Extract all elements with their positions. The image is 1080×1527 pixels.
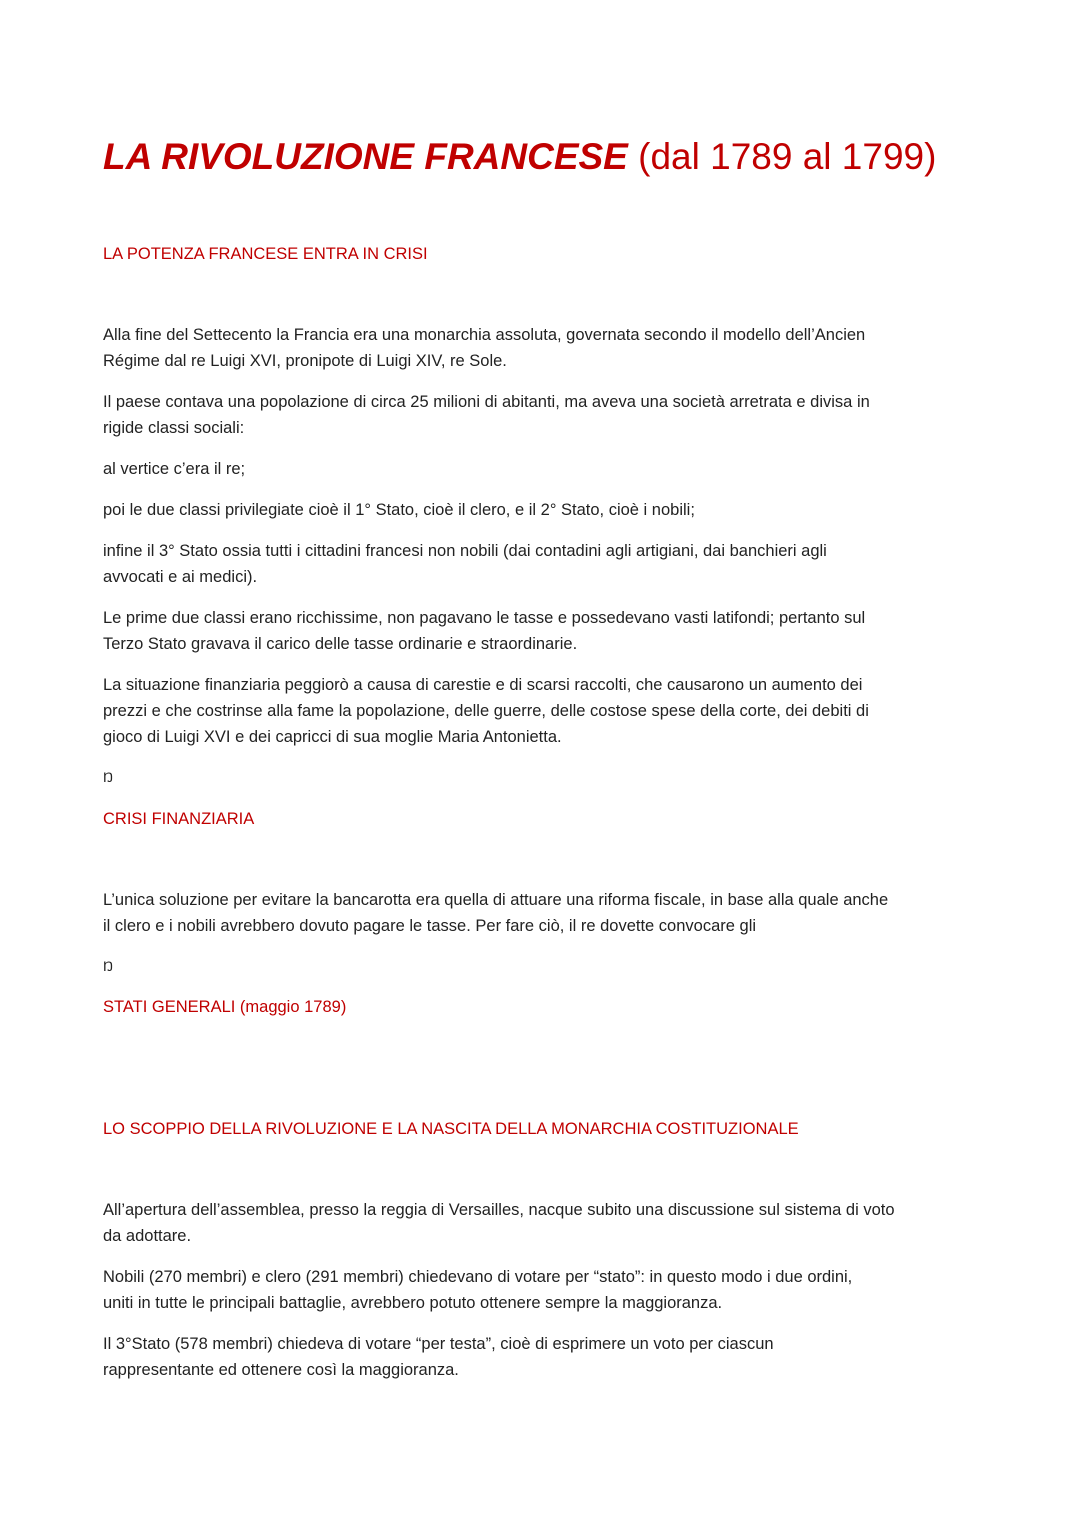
text-line: Il paese contava una popolazione di circa 25 milioni di abitanti, ma aveva una società arretrata e divisa in [103, 393, 870, 411]
text-line: gioco di Luigi XVI e dei capricci di sua moglie Maria Antonietta. [103, 728, 562, 746]
paragraph-apertura-assemblea [103, 1197, 983, 1249]
text-line: rigide classi sociali: [103, 419, 245, 437]
text-line: Le prime due classi erano ricchissime, non pagavano le tasse e possedevano vasti latifondi; pertanto sul [103, 609, 866, 627]
text-line: avvocati e ai medici). [103, 568, 258, 586]
text-line: Régime dal re Luigi XVI, pronipote di Luigi XIV, re Sole. [103, 352, 507, 370]
paragraph-voto-per-stato [103, 1264, 983, 1316]
arrow-down-icon: Ŋ [103, 769, 114, 785]
text-line: prezzi e che costrinse alla fame la popolazione, delle guerre, delle costose spese della corte, dei debiti di [103, 702, 869, 720]
text-line: da adottare. [103, 1227, 192, 1245]
paragraph-terzo-stato [103, 538, 983, 590]
section-heading-crisi-potenza: LA POTENZA FRANCESE ENTRA IN CRISI [103, 245, 428, 263]
text-line: poi le due classi privilegiate cioè il 1° Stato, cioè il clero, e il 2° Stato, cioè i nobili; [103, 501, 695, 519]
text-line: Nobili (270 membri) e clero (291 membri) chiedevano di votare per “stato”: in questo modo i due ordini, [103, 1268, 853, 1286]
text-line: infine il 3° Stato ossia tutti i cittadini francesi non nobili (dai contadini agli artigiani, dai banchieri agli [103, 542, 827, 560]
text-line: All’apertura dell’assemblea, presso la reggia di Versailles, nacque subito una discussione sul sistema di voto [103, 1201, 895, 1219]
title-main: LA RIVOLUZIONE FRANCESE [103, 136, 628, 177]
text-line: Il 3°Stato (578 membri) chiedeva di votare “per testa”, cioè di esprimere un voto per ciascun [103, 1335, 774, 1353]
arrow-down-icon: Ŋ [103, 958, 114, 974]
text-line: L’unica soluzione per evitare la bancarotta era quella di attuare una riforma fiscale, in base alla quale anche [103, 891, 889, 909]
paragraph-vertice-re [103, 456, 983, 482]
section-heading-stati-generali: STATI GENERALI (maggio 1789) [103, 998, 347, 1016]
title-dates: (dal 1789 al 1799) [627, 136, 937, 177]
paragraph-voto-per-testa [103, 1331, 983, 1383]
text-line: La situazione finanziaria peggiorò a causa di carestie e di scarsi raccolti, che causarono un aumento dei [103, 676, 863, 694]
text-line: il clero e i nobili avrebbero dovuto pagare le tasse. Per fare ciò, il re dovette convocare gli [103, 917, 757, 935]
section-heading-scoppio-rivoluzione: LO SCOPPIO DELLA RIVOLUZIONE E LA NASCITA DELLA MONARCHIA COSTITUZIONALE [103, 1120, 799, 1138]
paragraph-classi-privilegiate [103, 497, 983, 523]
text-line: al vertice c’era il re; [103, 460, 246, 478]
paragraph-riforma-fiscale [103, 887, 983, 939]
paragraph-monarchia-assoluta [103, 322, 983, 374]
text-line: rappresentante ed ottenere così la maggioranza. [103, 1361, 459, 1379]
text-line: uniti in tutte le principali battaglie, avrebbero potuto ottenere sempre la maggioranza. [103, 1294, 723, 1312]
paragraph-situazione-finanziaria [103, 672, 983, 750]
text-line: Terzo Stato gravava il carico delle tasse ordinarie e straordinarie. [103, 635, 578, 653]
text-line: Alla fine del Settecento la Francia era una monarchia assoluta, governata secondo il modello dell’Ancien [103, 326, 866, 344]
paragraph-tasse [103, 605, 983, 657]
page-title [103, 134, 936, 180]
paragraph-popolazione [103, 389, 983, 441]
section-heading-crisi-finanziaria: CRISI FINANZIARIA [103, 810, 255, 828]
